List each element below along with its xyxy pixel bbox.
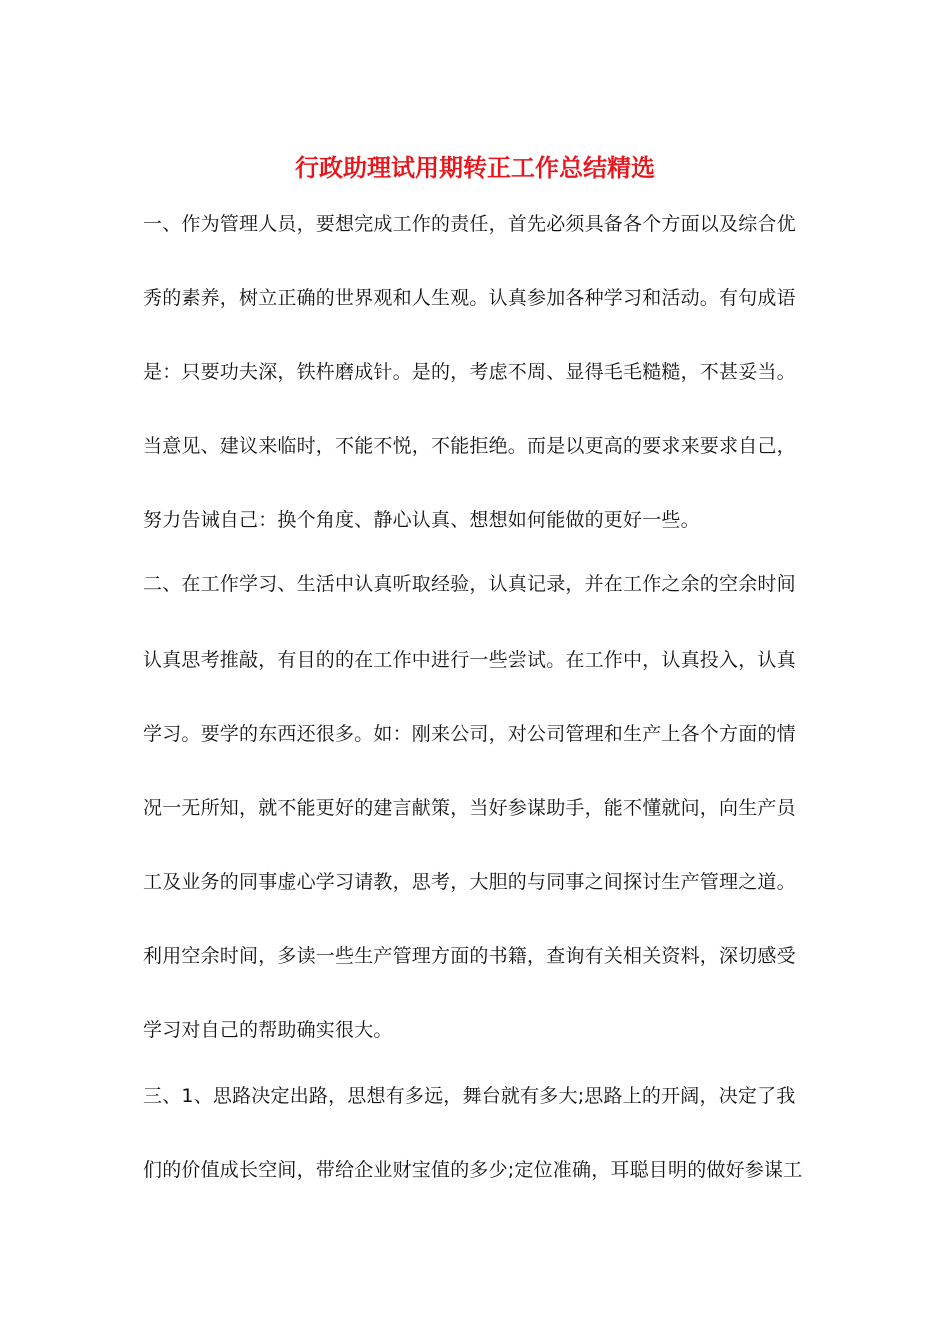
paragraph-line: 况一无所知，就不能更好的建言献策，当好参谋助手，能不懂就问，向生产员 [143,797,796,819]
paragraph-line: 当意见、建议来临时，不能不悦，不能拒绝。而是以更高的要求来要求自己， [143,435,796,457]
paragraph-line: 秀的素养，树立正确的世界观和人生观。认真参加各种学习和活动。有句成语 [143,287,796,309]
paragraph-line: 三、1、思路决定出路，思想有多远，舞台就有多大;思路上的开阔，决定了我 [143,1085,796,1107]
paragraph-line: 们的价值成长空间，带给企业财宝值的多少;定位准确，耳聪目明的做好参谋工 [143,1159,803,1181]
paragraph-line: 学习对自己的帮助确实很大。 [143,1019,393,1041]
paragraph-line: 二、在工作学习、生活中认真听取经验，认真记录，并在工作之余的空余时间 [143,573,796,595]
document-title: 行政助理试用期转正工作总结精选 [295,153,655,182]
paragraph-line: 是：只要功夫深，铁杵磨成针。是的，考虑不周、显得毛毛糙糙，不甚妥当。 [143,361,796,383]
paragraph-line: 工及业务的同事虚心学习请教，思考，大胆的与同事之间探讨生产管理之道。 [143,871,796,893]
paragraph-line: 利用空余时间，多读一些生产管理方面的书籍，查询有关相关资料，深切感受 [143,945,796,967]
paragraph-line: 学习。要学的东西还很多。如：刚来公司，对公司管理和生产上各个方面的情 [143,723,796,745]
paragraph-line: 认真思考推敲，有目的的在工作中进行一些尝试。在工作中，认真投入，认真 [143,649,796,671]
paragraph-line: 努力告诫自己：换个角度、静心认真、想想如何能做的更好一些。 [143,509,700,531]
paragraph-line: 一、作为管理人员，要想完成工作的责任，首先必须具备各个方面以及综合优 [143,213,796,235]
